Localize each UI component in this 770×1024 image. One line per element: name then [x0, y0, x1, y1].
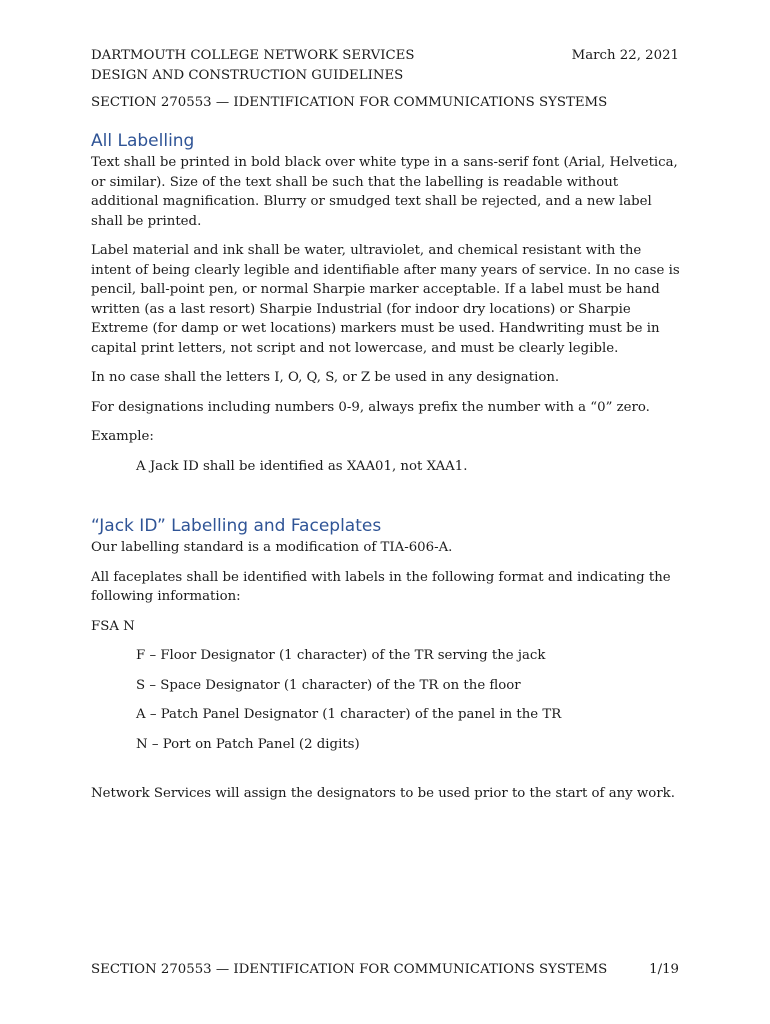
paragraph: For designations including numbers 0-9, always prefix the number with a “0” zero. [91, 399, 650, 415]
page-number: 1/19 [649, 962, 679, 977]
footer-section: SECTION 270553 — IDENTIFICATION FOR COMMUNICATIONS SYSTEMS [91, 962, 608, 977]
paragraph: All faceplates shall be identified with labels in the following format and indicating the following information: [91, 569, 671, 604]
list-item: F – Floor Designator (1 character) of the TR serving the jack [136, 648, 546, 663]
page-header [91, 46, 679, 85]
paragraph: Our labelling standard is a modification of TIA-606-A. [91, 540, 453, 555]
header-org: DARTMOUTH COLLEGE NETWORK SERVICES [91, 48, 415, 63]
format-label: FSA N [91, 618, 135, 634]
document-body [91, 129, 681, 814]
heading-all-labelling: All Labelling [91, 131, 195, 151]
header-date: March 22, 2021 [571, 48, 679, 63]
paragraph: Network Services will assign the designators to be used prior to the start of any work. [91, 786, 675, 801]
header-subtitle: DESIGN AND CONSTRUCTION GUIDELINES [91, 67, 404, 83]
paragraph: In no case shall the letters I, O, Q, S, or Z be used in any designation. [91, 370, 560, 385]
paragraph: Label material and ink shall be water, ultraviolet, and chemical resistant with the intent of being clearly legible and identifiable after many years of service. In no case is pencil, ball-point pen, or normal Sharpie marker acceptable. If a label must be hand written (as a last resort) Sharpie Industrial (for indoor dry locations) or Sharpie Extreme (for damp or wet locations) markers must be used. Handwriting must be in capital print letters, not script and not lowercase, and must be clearly legible. [91, 243, 680, 356]
header-section: SECTION 270553 — IDENTIFICATION FOR COMMUNICATIONS SYSTEMS [91, 95, 608, 110]
example-label: Example: [91, 429, 154, 444]
list-item: S – Space Designator (1 character) of the TR on the floor [136, 677, 521, 693]
heading-jack-id: “Jack ID” Labelling and Faceplates [91, 516, 382, 536]
page-footer [91, 960, 679, 980]
paragraph: Text shall be printed in bold black over white type in a sans-serif font (Arial, Helvetica, or similar). Size of the text shall be such that the labelling is readable without additional magnification. Blurry or smudged text shall be rejected, and a new label shall be printed. [91, 155, 678, 229]
list-item: A – Patch Panel Designator (1 character) of the panel in the TR [136, 707, 562, 722]
example-text: A Jack ID shall be identified as XAA01, not XAA1. [136, 458, 468, 474]
list-item: N – Port on Patch Panel (2 digits) [136, 736, 360, 752]
